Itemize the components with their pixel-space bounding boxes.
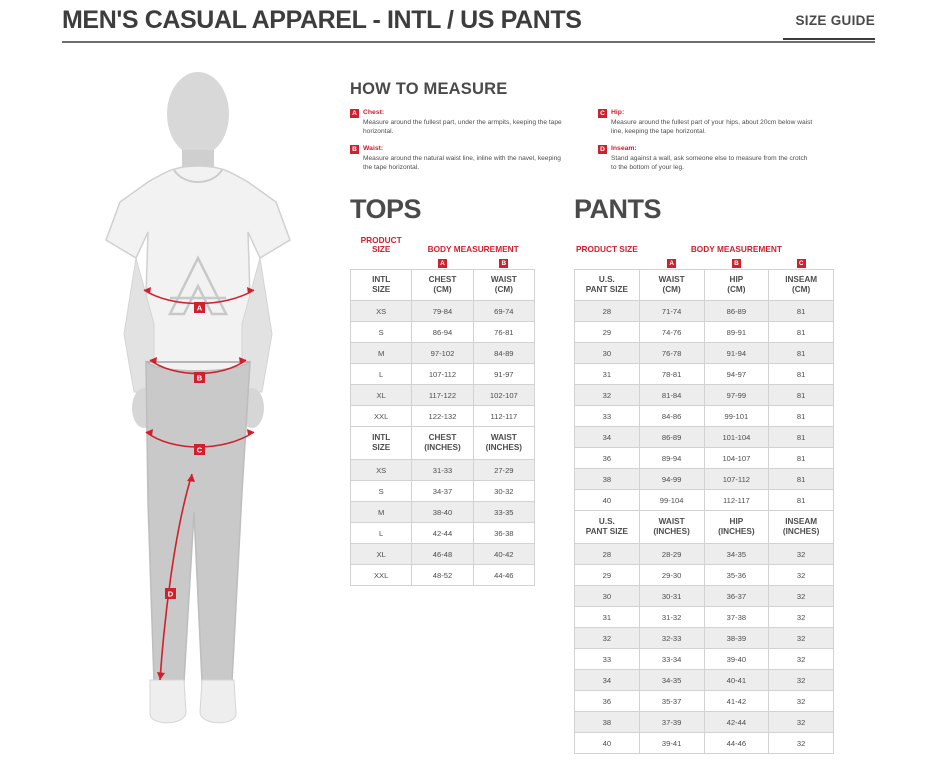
cell-size: M (351, 502, 412, 523)
table-row (575, 364, 834, 385)
cell-size: 29 (575, 322, 640, 343)
cell-size: XL (351, 385, 412, 406)
cell-waist: 69-74 (473, 301, 534, 322)
table-row (351, 301, 535, 322)
how-to-measure-title: HOW TO MEASURE (350, 80, 508, 98)
cell-size: 33 (575, 649, 640, 670)
tops-panel (350, 196, 535, 586)
letter-badge-a: A (350, 109, 359, 118)
cell-waist: 34-35 (639, 670, 704, 691)
mannequin-illustration (62, 62, 334, 752)
cell-waist: 33-34 (639, 649, 704, 670)
letter-badge-b: B (350, 145, 359, 154)
pants-col-us-size-in: U.S. PANT SIZE (575, 511, 640, 544)
table-row (351, 481, 535, 502)
cell-size: 38 (575, 712, 640, 733)
cell-hip: 99-101 (704, 406, 769, 427)
cell-inseam: 81 (769, 490, 834, 511)
cell-chest: 117-122 (412, 385, 473, 406)
cell-hip: 40-41 (704, 670, 769, 691)
svg-text:C: C (196, 445, 203, 455)
cell-inseam: 81 (769, 364, 834, 385)
pants-col-us-size: U.S. PANT SIZE (575, 270, 640, 301)
cell-inseam: 81 (769, 406, 834, 427)
size-guide-label: SIZE GUIDE (795, 13, 875, 28)
cell-waist: 91-97 (473, 364, 534, 385)
how-to-measure-section (350, 80, 890, 180)
cell-inseam: 32 (769, 691, 834, 712)
cell-waist: 29-30 (639, 565, 704, 586)
cell-waist: 76-78 (639, 343, 704, 364)
cell-waist: 37-39 (639, 712, 704, 733)
table-row (351, 565, 535, 586)
table-row (351, 364, 535, 385)
cell-size: L (351, 364, 412, 385)
cell-size: 28 (575, 544, 640, 565)
table-row (575, 712, 834, 733)
table-row (575, 565, 834, 586)
pants-col-hip-in: HIP (INCHES) (704, 511, 769, 544)
how-to-measure-item-waist (350, 144, 565, 173)
cell-chest: 34-37 (412, 481, 473, 502)
how-to-measure-name-inseam: Inseam: (611, 144, 637, 152)
tops-col-chest-cm: CHEST (CM) (412, 270, 473, 301)
pants-col-inseam-cm: INSEAM (CM) (769, 270, 834, 301)
pants-header-product-size: PRODUCT SIZE (575, 229, 640, 257)
cell-inseam: 32 (769, 544, 834, 565)
header-divider (62, 41, 875, 43)
table-row (575, 670, 834, 691)
tops-col-chest-in: CHEST (INCHES) (412, 427, 473, 460)
cell-chest: 38-40 (412, 502, 473, 523)
table-row (575, 586, 834, 607)
cell-waist: 78-81 (639, 364, 704, 385)
cell-size: XS (351, 301, 412, 322)
cell-inseam: 32 (769, 607, 834, 628)
cell-size: 34 (575, 670, 640, 691)
tops-header-body-measurement: BODY MEASUREMENT (412, 229, 535, 257)
cell-waist: 76-81 (473, 322, 534, 343)
cell-size: 30 (575, 343, 640, 364)
cell-size: 31 (575, 364, 640, 385)
pants-table (574, 229, 834, 754)
cell-size: 29 (575, 565, 640, 586)
cell-inseam: 32 (769, 628, 834, 649)
cell-chest: 79-84 (412, 301, 473, 322)
cell-hip: 101-104 (704, 427, 769, 448)
cell-inseam: 81 (769, 343, 834, 364)
cell-size: XXL (351, 565, 412, 586)
how-to-measure-item-inseam (598, 144, 813, 173)
cell-waist: 112-117 (473, 406, 534, 427)
cell-size: 30 (575, 586, 640, 607)
tops-table (350, 229, 535, 586)
cell-waist: 39-41 (639, 733, 704, 754)
cell-hip: 37-38 (704, 607, 769, 628)
cell-waist: 74-76 (639, 322, 704, 343)
table-row (351, 343, 535, 364)
cell-chest: 107-112 (412, 364, 473, 385)
cell-inseam: 32 (769, 733, 834, 754)
cell-size: 36 (575, 691, 640, 712)
cell-inseam: 32 (769, 670, 834, 691)
pants-col-waist-in: WAIST (INCHES) (639, 511, 704, 544)
page-title: MEN'S CASUAL APPAREL - INTL / US PANTS (62, 6, 582, 34)
cell-inseam: 81 (769, 427, 834, 448)
table-row (575, 733, 834, 754)
cell-inseam: 32 (769, 565, 834, 586)
pants-col-inseam-in: INSEAM (INCHES) (769, 511, 834, 544)
how-to-measure-item-chest (350, 108, 565, 137)
cell-size: 40 (575, 490, 640, 511)
cell-size: XXL (351, 406, 412, 427)
table-row (575, 343, 834, 364)
letter-badge-d: D (598, 145, 607, 154)
cell-size: 38 (575, 469, 640, 490)
tops-title: TOPS (350, 194, 422, 224)
cell-hip: 97-99 (704, 385, 769, 406)
how-to-measure-text-hip: Measure around the fullest part of your hips, about 20cm below waist line, keeping the tape horizontal. (611, 118, 813, 136)
cell-hip: 39-40 (704, 649, 769, 670)
table-row (575, 385, 834, 406)
cell-hip: 41-42 (704, 691, 769, 712)
cell-chest: 122-132 (412, 406, 473, 427)
cell-hip: 107-112 (704, 469, 769, 490)
tops-col-intl-size-in: INTL SIZE (351, 427, 412, 460)
tops-letter-b: B (499, 259, 508, 268)
tops-col-waist-cm: WAIST (CM) (473, 270, 534, 301)
how-to-measure-text-inseam: Stand against a wall, ask someone else to measure from the crotch to the bottom of your leg. (611, 154, 808, 172)
table-row (351, 544, 535, 565)
table-row (575, 448, 834, 469)
cell-chest: 42-44 (412, 523, 473, 544)
cell-size: 33 (575, 406, 640, 427)
cell-waist: 30-32 (473, 481, 534, 502)
cell-waist: 84-86 (639, 406, 704, 427)
cell-waist: 31-32 (639, 607, 704, 628)
how-to-measure-text-chest: Measure around the fullest part, under the armpits, keeping the tape horizontal. (363, 118, 562, 136)
cell-waist: 28-29 (639, 544, 704, 565)
how-to-measure-item-hip (598, 108, 813, 137)
cell-waist: 27-29 (473, 460, 534, 481)
cell-waist: 86-89 (639, 427, 704, 448)
page-header (0, 0, 937, 46)
pants-letter-a: A (667, 259, 676, 268)
table-row (575, 322, 834, 343)
cell-size: 32 (575, 628, 640, 649)
cell-inseam: 81 (769, 301, 834, 322)
pants-title: PANTS (574, 194, 662, 224)
cell-size: 36 (575, 448, 640, 469)
table-row (351, 502, 535, 523)
pants-letter-c: C (797, 259, 806, 268)
cell-hip: 38-39 (704, 628, 769, 649)
table-row (575, 691, 834, 712)
cell-hip: 42-44 (704, 712, 769, 733)
cell-waist: 102-107 (473, 385, 534, 406)
cell-size: XL (351, 544, 412, 565)
cell-hip: 86-89 (704, 301, 769, 322)
table-row (575, 628, 834, 649)
table-row (575, 649, 834, 670)
cell-chest: 97-102 (412, 343, 473, 364)
cell-waist: 89-94 (639, 448, 704, 469)
pants-panel (574, 196, 834, 754)
cell-waist: 44-46 (473, 565, 534, 586)
cell-hip: 91-94 (704, 343, 769, 364)
cell-size: 28 (575, 301, 640, 322)
cell-inseam: 81 (769, 322, 834, 343)
table-row (575, 301, 834, 322)
pants-col-waist-cm: WAIST (CM) (639, 270, 704, 301)
table-row (351, 460, 535, 481)
cell-hip: 112-117 (704, 490, 769, 511)
cell-size: M (351, 343, 412, 364)
table-row (575, 469, 834, 490)
cell-inseam: 81 (769, 448, 834, 469)
cell-hip: 89-91 (704, 322, 769, 343)
cell-size: 40 (575, 733, 640, 754)
cell-hip: 104-107 (704, 448, 769, 469)
cell-hip: 44-46 (704, 733, 769, 754)
cell-size: 34 (575, 427, 640, 448)
how-to-measure-column-right (598, 108, 813, 180)
pants-header-body-measurement: BODY MEASUREMENT (639, 229, 833, 257)
table-row (351, 406, 535, 427)
tops-letter-a: A (438, 259, 447, 268)
cell-waist: 94-99 (639, 469, 704, 490)
cell-chest: 31-33 (412, 460, 473, 481)
table-row (351, 322, 535, 343)
tops-header-product-size: PRODUCT SIZE (351, 229, 412, 257)
table-row (575, 406, 834, 427)
cell-waist: 84-89 (473, 343, 534, 364)
cell-inseam: 81 (769, 385, 834, 406)
cell-inseam: 32 (769, 712, 834, 733)
svg-text:A: A (196, 303, 203, 313)
letter-badge-c: C (598, 109, 607, 118)
cell-chest: 48-52 (412, 565, 473, 586)
cell-size: XS (351, 460, 412, 481)
cell-waist: 99-104 (639, 490, 704, 511)
cell-waist: 30-31 (639, 586, 704, 607)
size-guide-underline (783, 38, 875, 40)
how-to-measure-name-waist: Waist: (363, 144, 384, 152)
table-row (351, 523, 535, 544)
svg-text:B: B (196, 373, 203, 383)
pants-letter-b: B (732, 259, 741, 268)
cell-waist: 71-74 (639, 301, 704, 322)
cell-inseam: 81 (769, 469, 834, 490)
cell-waist: 36-38 (473, 523, 534, 544)
cell-hip: 34-35 (704, 544, 769, 565)
cell-size: S (351, 322, 412, 343)
cell-hip: 36-37 (704, 586, 769, 607)
pants-col-hip-cm: HIP (CM) (704, 270, 769, 301)
svg-text:D: D (167, 589, 174, 599)
cell-waist: 35-37 (639, 691, 704, 712)
how-to-measure-text-waist: Measure around the natural waist line, inline with the navel, keeping the tape horizontal. (363, 154, 561, 172)
table-row (575, 544, 834, 565)
how-to-measure-name-chest: Chest: (363, 109, 385, 116)
table-row (575, 607, 834, 628)
cell-waist: 32-33 (639, 628, 704, 649)
cell-size: 32 (575, 385, 640, 406)
cell-chest: 46-48 (412, 544, 473, 565)
tops-col-intl-size: INTL SIZE (351, 270, 412, 301)
how-to-measure-name-hip: Hip: (611, 109, 625, 116)
table-row (575, 490, 834, 511)
cell-size: 31 (575, 607, 640, 628)
cell-waist: 33-35 (473, 502, 534, 523)
cell-inseam: 32 (769, 649, 834, 670)
cell-hip: 94-97 (704, 364, 769, 385)
tops-col-waist-in: WAIST (INCHES) (473, 427, 534, 460)
table-row (575, 427, 834, 448)
cell-size: L (351, 523, 412, 544)
cell-size: S (351, 481, 412, 502)
cell-chest: 86-94 (412, 322, 473, 343)
cell-waist: 40-42 (473, 544, 534, 565)
how-to-measure-column-left (350, 108, 565, 180)
cell-waist: 81-84 (639, 385, 704, 406)
table-row (351, 385, 535, 406)
cell-inseam: 32 (769, 586, 834, 607)
cell-hip: 35-36 (704, 565, 769, 586)
